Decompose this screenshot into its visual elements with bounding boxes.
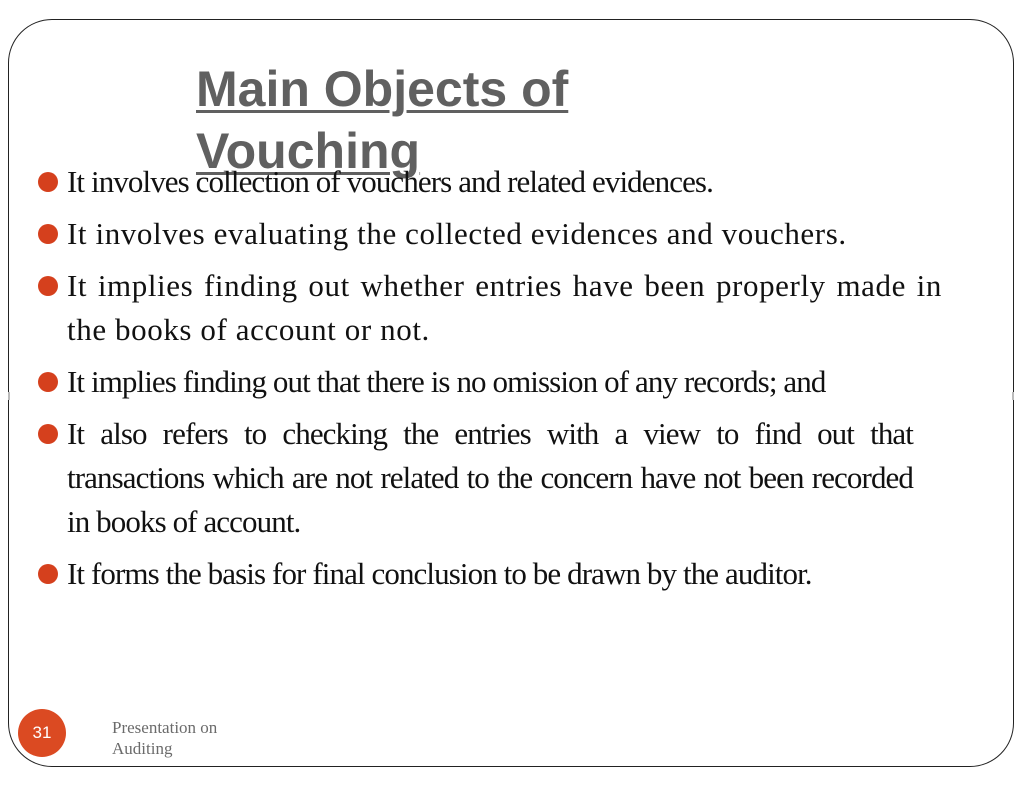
bullet-text: It involves evaluating the collected evidences and vouchers.: [67, 216, 847, 251]
bullet-text: It forms the basis for final conclusion to be drawn by the auditor.: [67, 556, 812, 591]
bullet-text: It implies finding out that there is no omission of any records; and: [67, 364, 826, 399]
page-number-badge: 31: [18, 709, 66, 757]
frame-edge-mark-left: [8, 392, 10, 400]
bullet-text: It also refers to checking the entries with a view to find out that transactions which are not related to the concern have not been recorded in books of account.: [67, 416, 913, 539]
bullet-text: It involves collection of vouchers and related evidences.: [67, 164, 713, 199]
bullet-item: [38, 160, 942, 204]
bullet-item: [38, 360, 942, 404]
bullet-dot-icon: [38, 564, 58, 584]
bullet-dot-icon: [38, 276, 58, 296]
bullet-dot-icon: [38, 224, 58, 244]
frame-edge-mark-right: [1012, 392, 1014, 400]
bullet-item: [38, 264, 942, 352]
slide-title: Main Objects of Vouching: [196, 61, 569, 179]
footer-text: Presentation on Auditing: [112, 718, 218, 758]
bullet-item: [38, 412, 913, 544]
bullet-list: [38, 160, 942, 604]
bullet-item: [38, 552, 913, 596]
bullet-item: [38, 212, 942, 256]
bullet-dot-icon: [38, 424, 58, 444]
bullet-text: It implies finding out whether entries have been properly made in the books of account or not.: [67, 268, 942, 347]
bullet-dot-icon: [38, 372, 58, 392]
bullet-dot-icon: [38, 172, 58, 192]
